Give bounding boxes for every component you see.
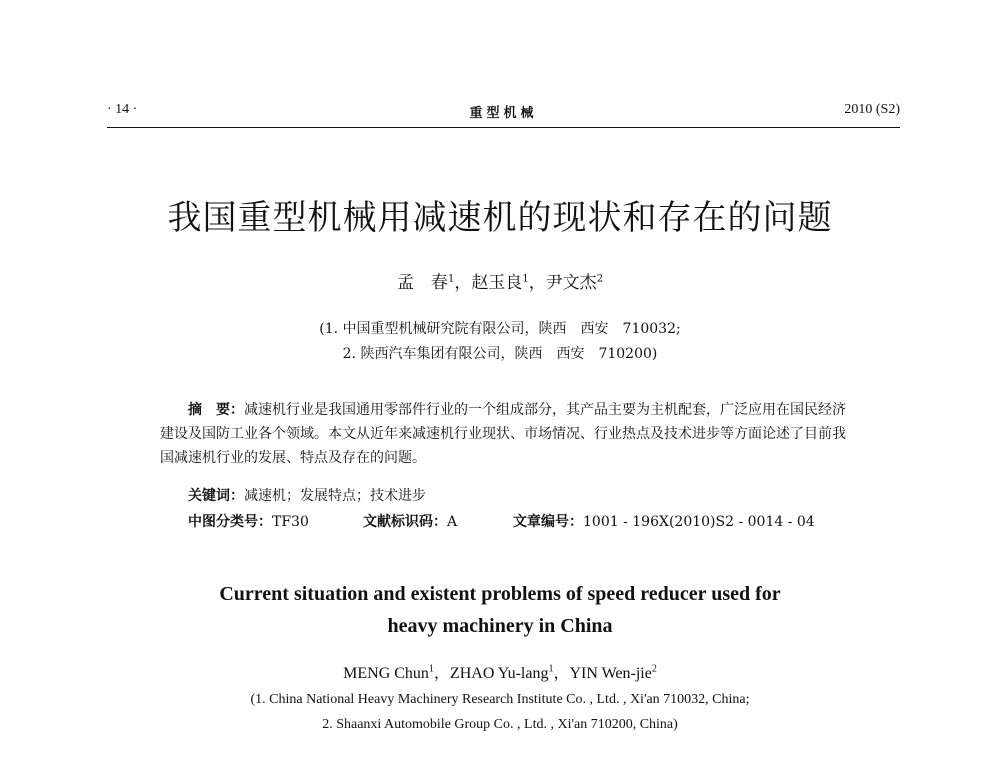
issue-label: 2010 (S2)	[844, 102, 900, 117]
authors-cn	[0, 268, 1000, 293]
author-affil-mark: 1	[428, 663, 434, 675]
author-separator: ，	[553, 665, 570, 682]
author-separator: ，	[454, 273, 472, 293]
abstract-cn	[160, 398, 850, 470]
author-en: YIN Wen-jie	[569, 665, 652, 682]
title-en-line-1: Current situation and existent problems of speed reducer used for	[219, 583, 781, 605]
title-en	[0, 578, 1000, 642]
author-affil-mark: 1	[548, 663, 554, 675]
affiliation-en-1: (1. China National Heavy Machinery Research Institute Co. , Ltd. , Xi'an 710032, China;	[250, 692, 750, 707]
title-cn: 我国重型机械用减速机的现状和存在的问题	[167, 198, 833, 238]
affiliation-en-2: 2. Shaanxi Automobile Group Co. , Ltd. , Xi'an 710200, China)	[322, 717, 678, 732]
author-affil-mark: 2	[651, 663, 657, 675]
document-code: 文献标识码：A	[363, 514, 458, 530]
author-affil-mark: 2	[596, 273, 604, 285]
article-number: 文章编号：1001 - 196X(2010)S2 - 0014 - 04	[513, 514, 815, 530]
header-rule	[107, 127, 900, 128]
author-separator: ，	[433, 665, 450, 682]
author-cn: 赵玉良	[471, 273, 523, 293]
journal-name: 重型机械	[469, 106, 538, 121]
author-en: ZHAO Yu-lang	[449, 665, 549, 682]
author-cn: 孟 春	[396, 273, 448, 293]
author-cn: 尹文杰	[545, 273, 597, 293]
title-en-line-2: heavy machinery in China	[387, 615, 613, 637]
authors-en	[0, 660, 1000, 683]
keywords-cn	[188, 485, 426, 505]
abstract-text: 减速机行业是我国通用零部件行业的一个组成部分，其产品主要为主机配套，广泛应用在国民经济建设及国防工业各个领域。本文从近年来减速机行业现状、市场情况、行业热点及技术进步等方面论述了目前我国减速机行业的发展、特点及存在的问题。	[160, 402, 846, 466]
affiliation-cn-2: 2. 陕西汽车集团有限公司，陕西 西安 710200)	[342, 346, 658, 362]
clc-code: 中图分类号：TF30	[188, 514, 309, 530]
author-en: MENG Chun	[343, 665, 429, 682]
author-affil-mark: 1	[522, 273, 529, 285]
author-separator: ，	[528, 273, 546, 293]
page-number: · 14 ·	[107, 102, 138, 117]
keywords-label: 关键词：	[188, 488, 244, 504]
author-affil-mark: 1	[447, 273, 455, 285]
keywords-text: 减速机；发展特点；技术进步	[244, 488, 426, 504]
abstract-label: 摘 要：	[188, 402, 244, 418]
page-header	[107, 100, 900, 124]
affiliation-cn-1: (1. 中国重型机械研究院有限公司，陕西 西安 710032;	[319, 321, 681, 337]
